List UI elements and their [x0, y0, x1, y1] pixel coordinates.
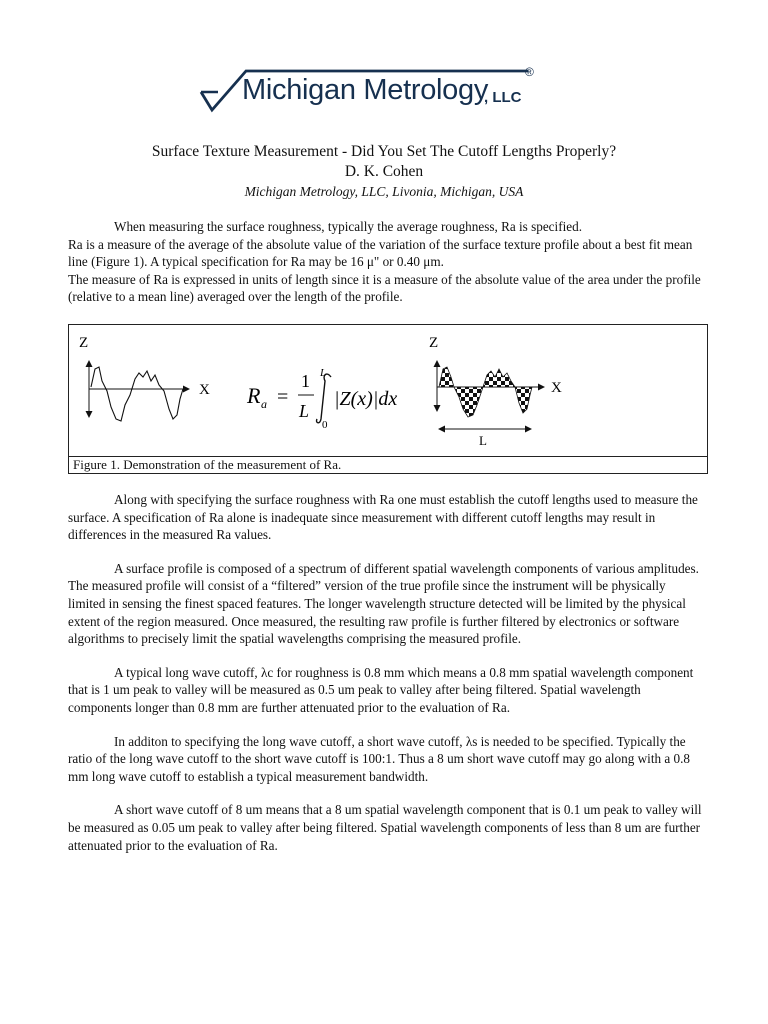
- z-axis-label: Z: [79, 335, 89, 351]
- ra-diagram: [69, 325, 707, 457]
- formula-equals: =: [277, 386, 289, 408]
- paragraph: The measure of Ra is expressed in units of length since it is a measure of the absolute value of the area under the profile (relative to a mean line) averaged over the length of the profile.: [68, 271, 701, 305]
- z-axis-label-right: Z: [429, 335, 439, 351]
- formula-lhs: R: [247, 383, 261, 408]
- formula-integrand: |Z(x)|dx: [334, 388, 398, 410]
- x-axis-label-right: X: [551, 380, 562, 396]
- x-axis-label: X: [199, 382, 210, 398]
- ra-formula: [246, 367, 397, 431]
- paragraph: In additon to specifying the long wave cutoff, a short wave cutoff, λs is needed to be specified. Typically the ratio of the long wave cutoff to the short wave cutoff is 100:1. Thus a 8 um short wave cutoff may go along with a 0.8 mm long wave cutoff to establish a typical measurement bandwidth.: [68, 733, 691, 784]
- figure-1: [68, 324, 708, 474]
- formula-lower-limit: 0: [322, 419, 328, 431]
- registered-mark: ®: [525, 65, 534, 79]
- formula-denominator: L: [299, 401, 310, 421]
- body-section: [68, 491, 704, 854]
- integral-sign-icon: [317, 374, 331, 423]
- figure-caption: Figure 1. Demonstration of the measurement of Ra.: [69, 456, 707, 472]
- paragraph: When measuring the surface roughness, typically the average roughness, Ra is specified.: [114, 219, 583, 234]
- paragraph: Along with specifying the surface roughness with Ra one must establish the cutoff lengths used to measure the surface. A specification of Ra alone is inadequate since measurement with different cutoff lengths may result in differences in the measured Ra values.: [68, 492, 698, 543]
- paragraph: Ra is a measure of the average of the absolute value of the variation of the surface texture profile about a best fit mean line (Figure 1). A typical specification for Ra may be 16 μ" or 0.40 μm.: [68, 236, 693, 270]
- logo-name: Michigan Metrology: [242, 74, 489, 106]
- paragraph: A typical long wave cutoff, λc for roughness is 0.8 mm which means a 0.8 mm spatial wavelength component that is 1 um peak to valley will be measured as 0.5 um peak to valley after being filtered. Spatial wavelength components longer than 0.8 mm are further attenuated prior to the evaluation of Ra.: [68, 664, 694, 715]
- paragraph: A short wave cutoff of 8 um means that a 8 um spatial wavelength component that is 0.1 um peak to valley will be measured as 0.05 um peak to valley after being filtered. Spatial wavelength components of less than 8 um are further attenuated prior to the evaluation of Ra.: [68, 802, 702, 853]
- logo-suffix: , LLC: [484, 89, 522, 106]
- affiliation: Michigan Metrology, LLC, Livonia, Michigan, USA: [244, 184, 524, 199]
- paragraph: A surface profile is composed of a spectrum of different spatial wavelength components of various amplitudes. The measured profile will consist of a “filtered” version of the true profile since the instrument will be physically limited in sensing the finest spaced features. The longer wavelength structure detected will be limited by the physical extent of the region measured. Once measured, the resulting raw profile is further filtered by electronics or software algorithms to precisely limit the spatial wavelengths comprising the measured profile.: [68, 560, 699, 647]
- title-block: [0, 142, 768, 202]
- intro-section: [68, 218, 704, 306]
- company-logo: [198, 62, 543, 118]
- formula-numerator: 1: [301, 371, 310, 391]
- author: D. K. Cohen: [344, 163, 424, 180]
- formula-lhs-subscript: a: [261, 397, 267, 411]
- absolute-area-plot: [429, 335, 562, 448]
- length-label: L: [479, 433, 487, 448]
- raw-profile-plot: [79, 335, 210, 421]
- formula-upper-limit: L: [320, 367, 327, 379]
- document-title: Surface Texture Measurement - Did You Set The Cutoff Lengths Properly?: [151, 143, 617, 160]
